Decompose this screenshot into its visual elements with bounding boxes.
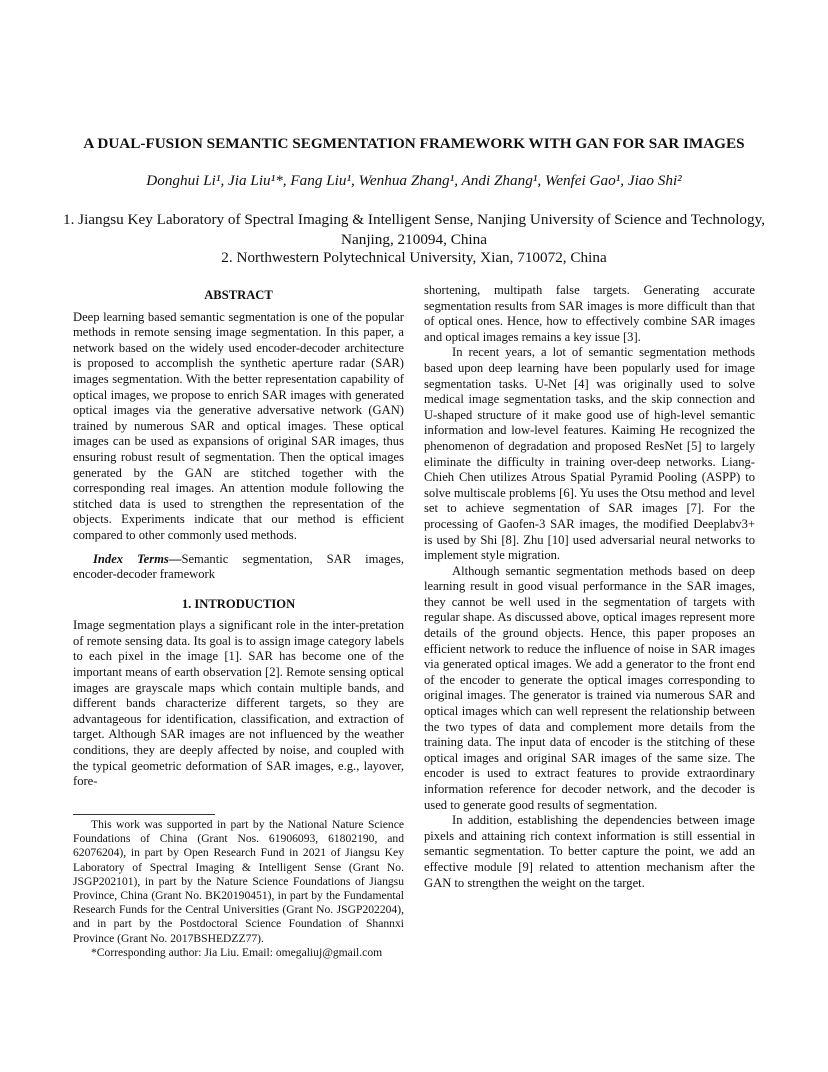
abstract-text: Deep learning based semantic segmentation is one of the popular methods in remote sensing image segmentation. In this paper, a network based on the widely used encoder-decoder architecture is proposed to accomplish the synthetic aperture radar (SAR) images segmentation. With the better representation capability of optical images, we propose to enrich SAR images with generated optical images via the generative adversative network (GAN) trained by numerous SAR and optical images. These optical images can be used as expansions of original SAR images, thus ensuring robust result of segmentation. Then the optical images generated by the GAN are stitched together with the corresponding real images. An attention module following the stitched data is used to strengthen the representation of the objects. Experiments indicate that our method is efficient compared to other commonly used methods. <box>73 309 404 542</box>
left-column <box>73 288 404 790</box>
footnote-rule <box>73 814 215 815</box>
abstract-heading: ABSTRACT <box>204 288 273 302</box>
corresponding-author: *Corresponding author: Jia Liu. Email: omegaliuj@gmail.com <box>91 945 383 959</box>
intro-paragraph: In recent years, a lot of semantic segmentation methods based upon deep learning have been popularly used for image segmentation tasks. U-Net [4] was originally used to solve medical image segmentation tasks, and the skip connection and U-shaped structure of it make good use of high-level semantic information and low-level features. Kaiming He recognized the phenomenon of degradation and proposed ResNet [5] to largely eliminate the difficulty in training over-deep networks. Liang-Chieh Chen utilizes Atrous Spatial Pyramid Pooling (ASPP) to solve multiscale problems [6]. Yu uses the Otsu method and level set to achieve segmentation of SAR images [7]. For the processing of Gaofen-3 SAR images, the modified Deeplabv3+ is used by Shi [8]. Zhu [10] used adversarial neural networks to implement style migration. <box>424 345 755 563</box>
index-terms-text: Semantic segmentation, SAR images, encoder-decoder framework <box>73 551 404 582</box>
affiliation-2: 2. Northwestern Polytechnical University, Xian, 710072, China <box>221 249 607 266</box>
footnote <box>73 818 404 960</box>
index-terms-label: Index Terms— <box>93 551 182 566</box>
funding-note: This work was supported in part by the National Nature Science Foundations of China (Grant Nos. 61906093, 61802190, and 62076204), in part by Open Research Fund in 2021 of Jiangsu Key Laboratory of Spectral Imaging & Intelligent Sense (Grant No. JSGP202101), in part by the Nature Science Foundations of Jiangsu Province, China (Grant No. BK20190451), in part by the Fundamental Research Funds for the Central Universities (Grant No. JSGP202204), and in part by the Postdoctoral Science Foundation of Shannxi Province (Grant No. 2017BSHEDZZ77). <box>73 818 404 945</box>
introduction-text-left: Image segmentation plays a significant role in the inter-pretation of remote sensing data. Its goal is to assign image category labels to each pixel in the image [1]. SAR has become one of the important means of earth observation [2]. Remote sensing optical images are grayscale maps which contain multiple bands, and different bands characterize different targets, so they are advantageous for identification, classification, and extraction of target. Although SAR images are not influenced by the weather conditions, they are deeply affected by noise, and coupled with the typical geometric deformation of SAR images, e.g., layover, fore- <box>73 618 404 789</box>
intro-paragraph: Although semantic segmentation methods based on deep learning result in good visual performance in the SAR images, they cannot be well used in the segmentation of targets with regular shape. As discussed above, optical images represent more details of the ground objects. Hence, this paper proposes an efficient network to reduce the influence of noise in SAR images via generated optical images. We add a generator to the front end of the encoder to generate the optical images corresponding to original images. The generator is trained via numerous SAR and optical images which can well represent the relationship between the two types of data and complement more details from the training data. The input data of encoder is the stitching of these optical images and original SAR images of the same size. The encoder is used to extract features to provide extraordinary information reference for decoder network, and the decoder is used to generate good results of segmentation. <box>424 563 755 812</box>
right-column <box>424 283 755 891</box>
affiliation-1: 1. Jiangsu Key Laboratory of Spectral Imaging & Intelligent Sense, Nanjing University of Science and Technology, Nanjing, 210094, China <box>62 211 766 248</box>
intro-paragraph: In addition, establishing the dependencies between image pixels and attaining rich context information is still essential in semantic segmentation. To better capture the point, we add an effective module [9] related to attention mechanism after the GAN to strengthen the weight on the target. <box>424 813 755 890</box>
index-terms <box>73 552 404 583</box>
introduction-heading: 1. INTRODUCTION <box>181 596 296 611</box>
author-list: Donghui Li¹, Jia Liu¹*, Fang Liu¹, Wenhua Zhang¹, Andi Zhang¹, Wenfei Gao¹, Jiao Shi² <box>146 172 682 189</box>
paper-title: A DUAL-FUSION SEMANTIC SEGMENTATION FRAMEWORK WITH GAN FOR SAR IMAGES <box>83 135 745 152</box>
intro-paragraph: shortening, multipath false targets. Generating accurate segmentation results from SAR images is more difficult than that of optical ones. Hence, how to effectively combine SAR images and optical images remains a key issue [3]. <box>424 283 755 344</box>
